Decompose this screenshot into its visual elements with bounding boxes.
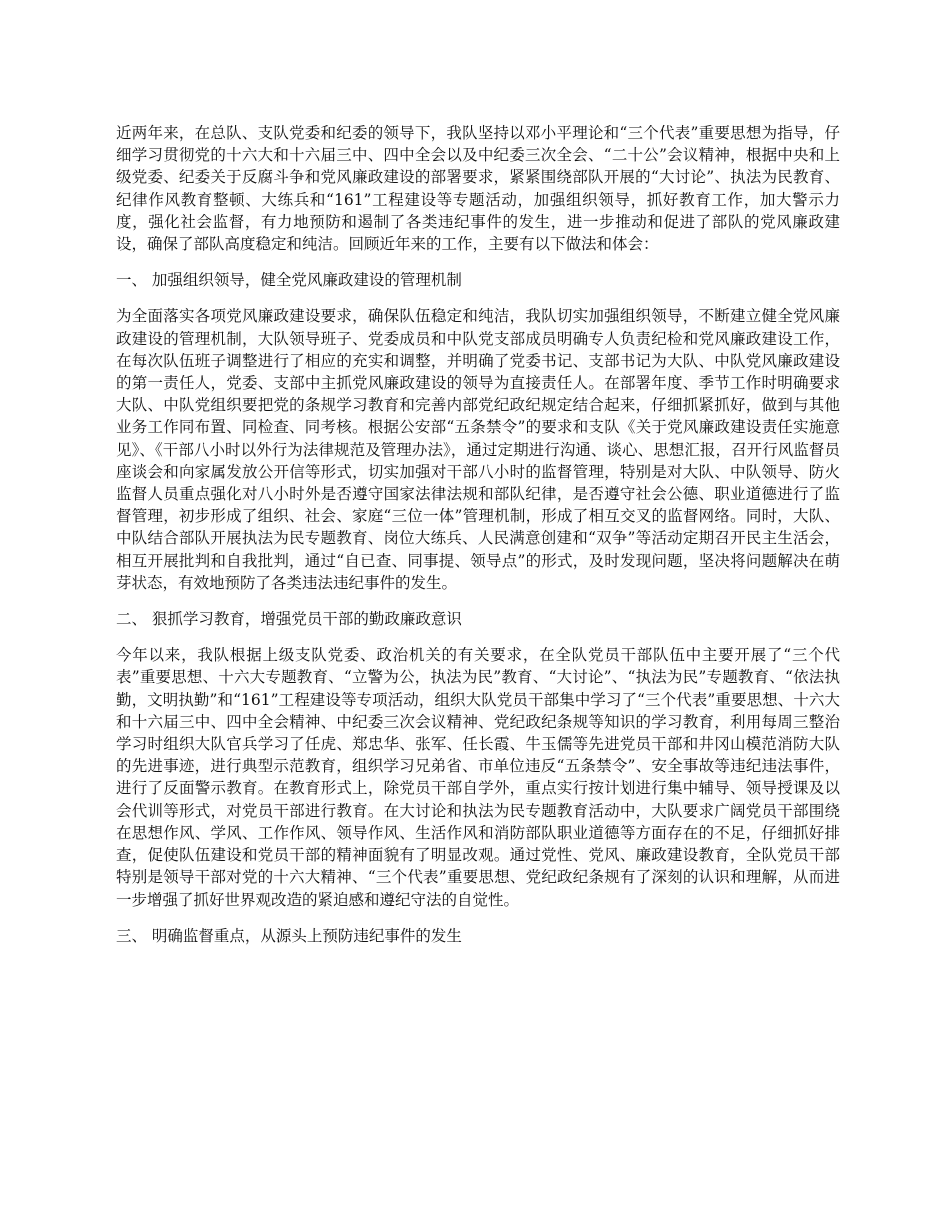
section-1-body: 为全面落实各项党风廉政建设要求，确保队伍稳定和纯洁，我队切实加强组织领导，不断建立健全党风廉政建设的管理机制，大队领导班子、党委成员和中队党支部成员明确专人负责纪检和党风廉政建设工作，在每次队伍班子调整进行了相应的充实和调整，并明确了党委书记、支部书记为大队、中队党风廉政建设的第一责任人，党委、支部中主抓党风廉政建设的领导为直接责任人。在部署年度、季节工作时明确要求大队、中队党组织要把党的条规学习教育和完善内部党纪政纪规定结合起来，仔细抓紧抓好，做到与其他业务工作同布置、同检查、同考核。根据公安部“五条禁令”的要求和支队《关于党风廉政建设责任实施意见》、《干部八小时以外行为法律规范及管理办法》，通过定期进行沟通、谈心、思想汇报，召开行风监督员座谈会和向家属发放公开信等形式，切实加强对干部八小时的监督管理，特别是对大队、中队领导、防火监督人员重点强化对八小时外是否遵守国家法律法规和部队纪律，是否遵守社会公德、职业道德进行了监督管理，初步形成了组织、社会、家庭“三位一体”管理机制，形成了相互交叉的监督网络。同时，大队、中队结合部队开展执法为民专题教育、岗位大练兵、人民满意创建和“双争”等活动定期召开民主生活会，相互开展批判和自我批判，通过“自已查、同事提、领导点”的形式，及时发现问题，坚决将问题解决在萌芽状态，有效地预防了各类违法违纪事件的发生。 — [116, 307, 840, 592]
section-1-heading: 一、 加强组织领导，健全党风廉政建设的管理机制 — [116, 271, 462, 290]
section-3-heading: 三、 明确监督重点，从源头上预防违纪事件的发生 — [116, 926, 462, 945]
document-page — [116, 122, 840, 961]
section-2-heading: 二、 狠抓学习教育，增强党员干部的勤政廉政意识 — [116, 610, 462, 629]
intro-paragraph: 近两年来，在总队、支队党委和纪委的领导下，我队坚持以邓小平理论和“三个代表”重要思想为指导，仔细学习贯彻党的十六大和十六届三中、四中全会以及中纪委三次全会、“二十公”会议精神，根据中央和上级党委、纪委关于反腐斗争和党风廉政建设的部署要求，紧紧围绕部队开展的“大讨论”、执法为民教育、纪律作风教育整顿、大练兵和“161”工程建设等专题活动，加强组织领导，抓好教育工作，加大警示力度，强化社会监督，有力地预防和遏制了各类违纪事件的发生，进一步推动和促进了部队的党风廉政建设，确保了部队高度稳定和纯洁。回顾近年来的工作，主要有以下做法和体会： — [116, 124, 840, 254]
section-2-body: 今年以来，我队根据上级支队党委、政治机关的有关要求，在全队党员干部队伍中主要开展了“三个代表”重要思想、十六大专题教育、“立警为公，执法为民”教育、“大讨论”、“执法为民”专题教育、“依法执勤，文明执勤”和“161”工程建设等专项活动，组织大队党员干部集中学习了“三个代表”重要思想、十六大和十六届三中、四中全会精神、中纪委三次会议精神、党纪政纪条规等知识的学习教育，利用每周三整治学习时组织大队官兵学习了任虎、郑忠华、张军、任长霞、牛玉儒等先进党员干部和井冈山模范消防大队的先进事迹，进行典型示范教育，组织学习兄弟省、市单位违反“五条禁令”、安全事故等违纪违法事件，进行了反面警示教育。在教育形式上，除党员干部自学外，重点实行按计划进行集中辅导、领导授课及以会代训等形式，对党员干部进行教育。在大讨论和执法为民专题教育活动中，大队要求广阔党员干部围绕在思想作风、学风、工作作风、领导作风、生活作风和消防部队职业道德等方面存在的不足，仔细抓好排查，促使队伍建设和党员干部的精神面貌有了明显改观。通过党性、党风、廉政建设教育，全队党员干部特别是领导干部对党的十六大精神、“三个代表”重要思想、党纪政纪条规有了深刻的认识和理解，从而进一步增强了抓好世界观改造的紧迫感和遵纪守法的自觉性。 — [116, 646, 840, 909]
